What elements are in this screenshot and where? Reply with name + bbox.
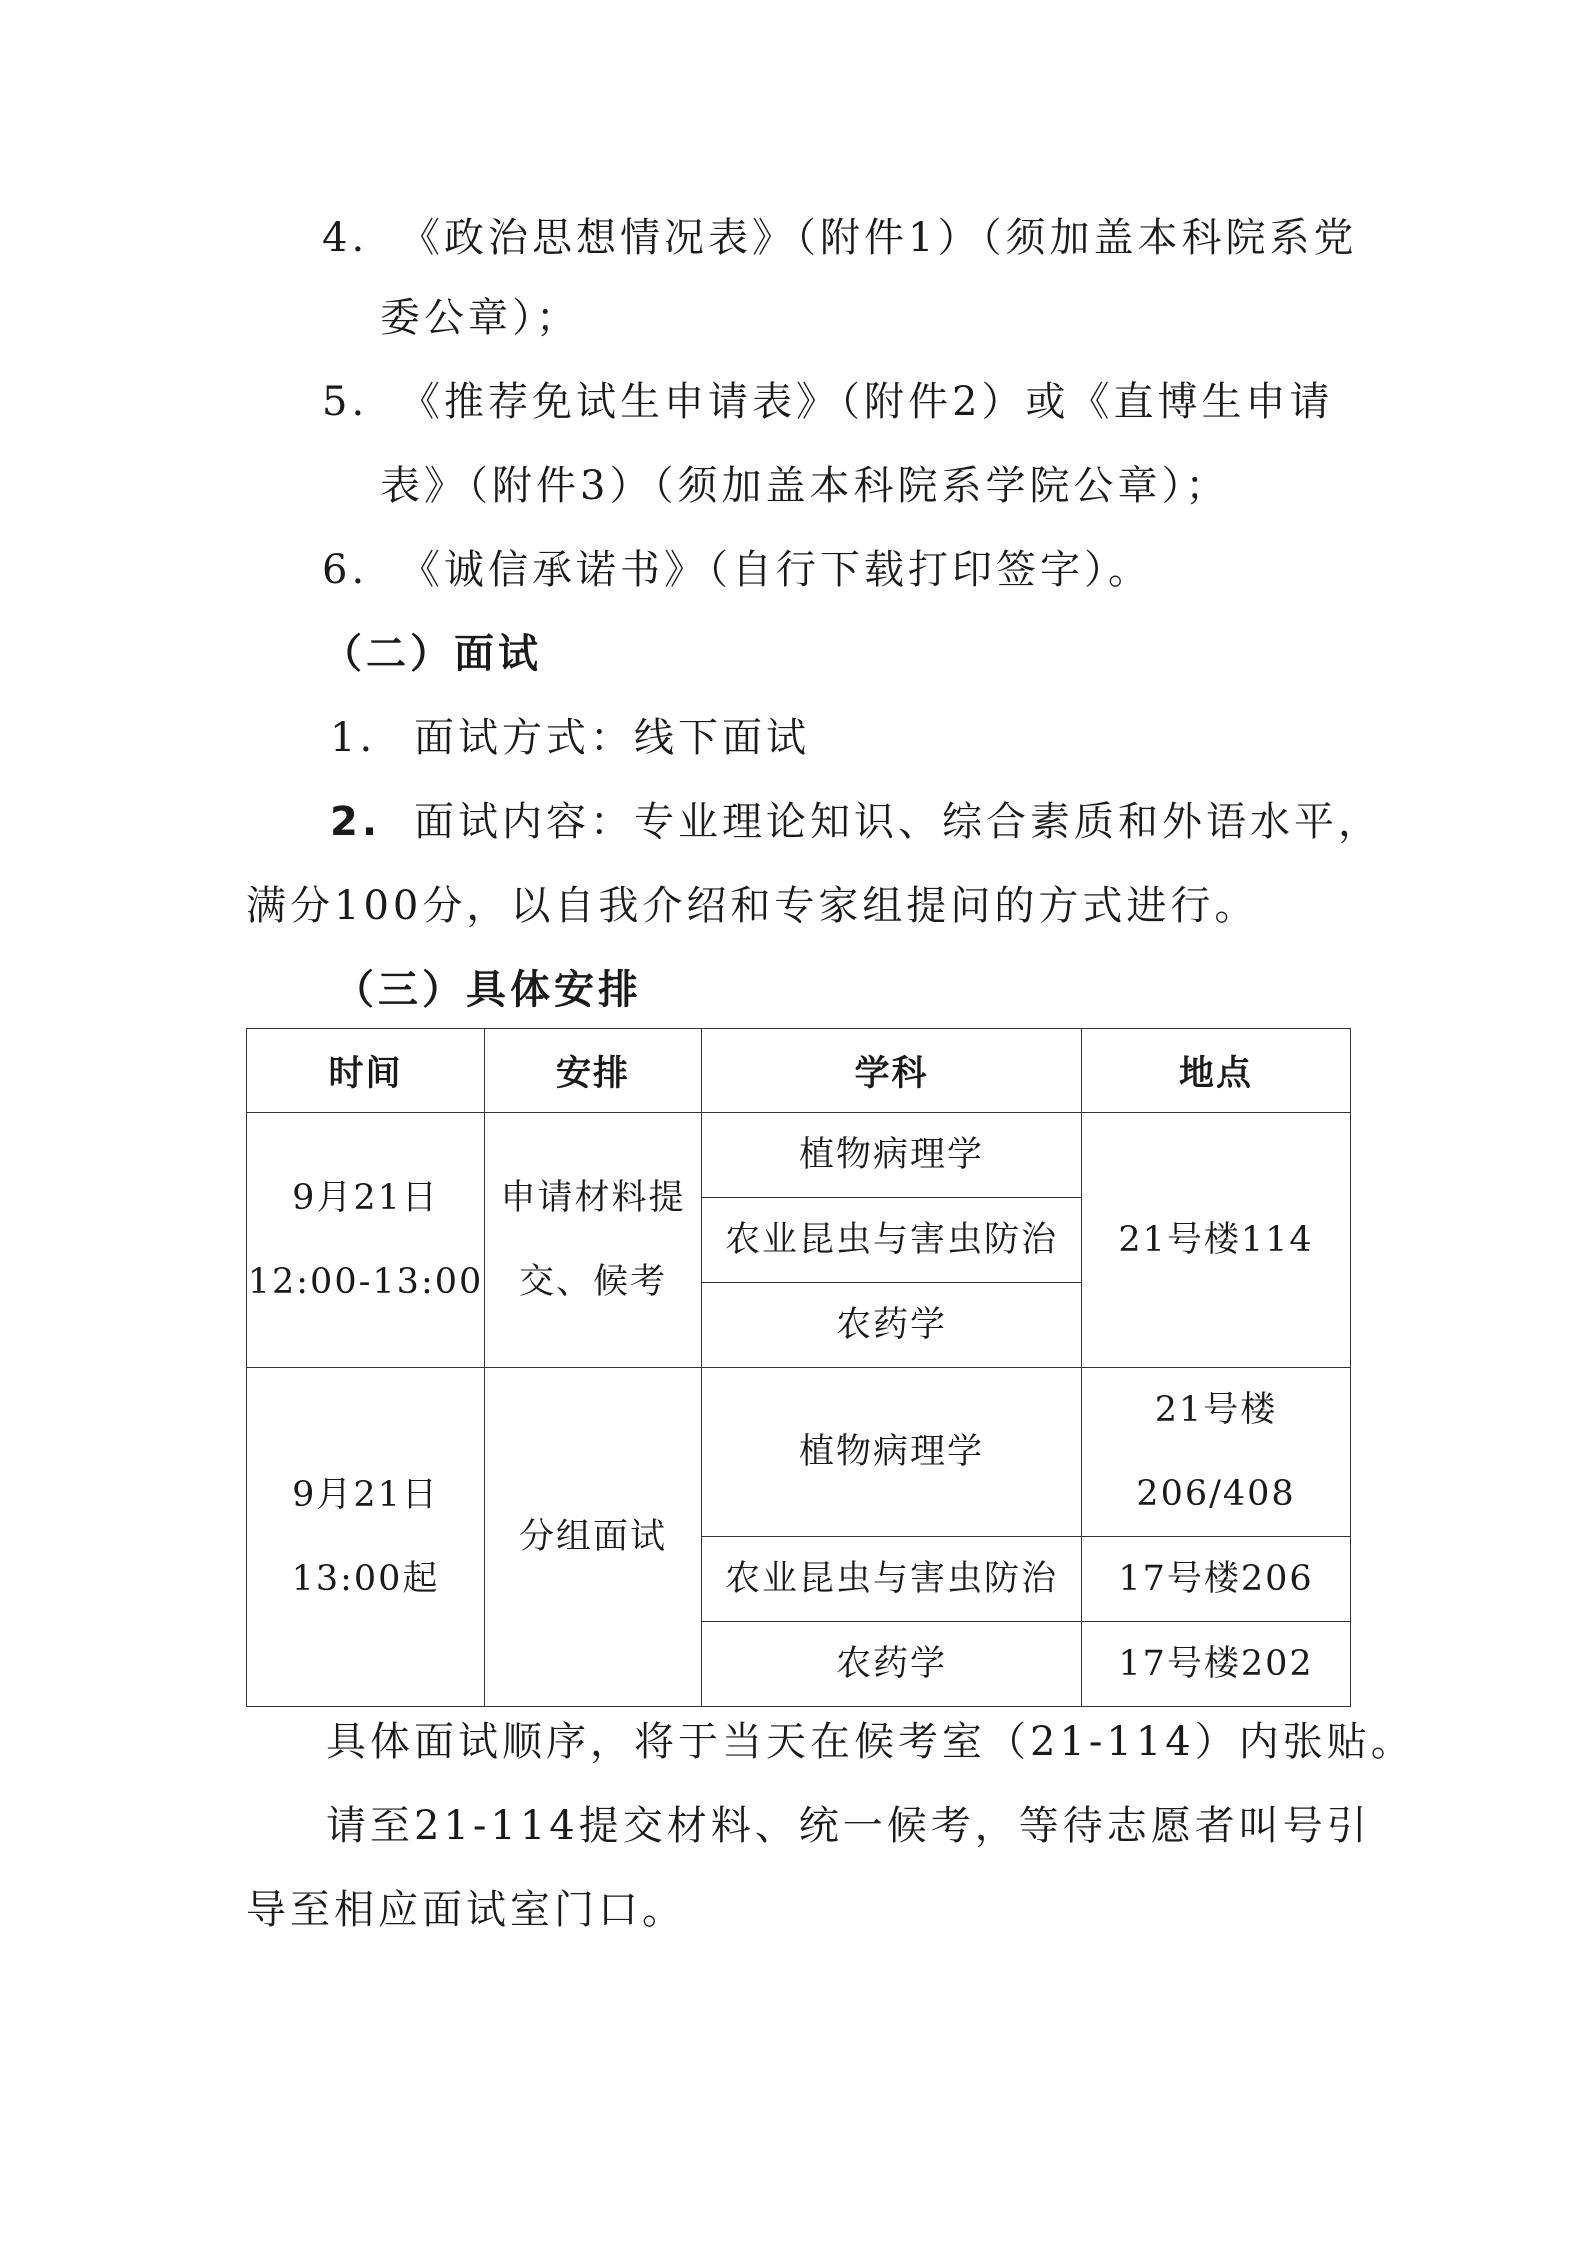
header-time: 时间	[247, 1029, 485, 1113]
header-location: 地点	[1082, 1029, 1351, 1113]
list-item-continuation: 表》（附件3）（须加盖本科院系学院公章）；	[380, 463, 1230, 509]
interview-content: 2. 面试内容：专业理论知识、综合素质和外语水平，	[330, 799, 1382, 845]
point-number: 2.	[330, 799, 382, 845]
item-text: 《推荐免试生申请表》（附件2）或《直博生申请	[400, 379, 1334, 425]
schedule-table	[246, 1028, 1351, 1707]
list-item-continuation: 委公章）；	[380, 295, 580, 341]
list-item	[322, 547, 1152, 593]
point-number: 1.	[330, 715, 377, 761]
time-cell: 9月21日 13:00起	[247, 1368, 485, 1707]
item-number: 4.	[322, 215, 369, 261]
item-text: 《诚信承诺书》（自行下载打印签字）。	[400, 547, 1152, 593]
header-subject: 学科	[702, 1029, 1082, 1113]
location-cell: 17号楼202	[1082, 1622, 1351, 1707]
arrange-cell: 申请材料提 交、候考	[485, 1113, 702, 1368]
interview-method: 1. 面试方式：线下面试	[330, 715, 810, 761]
note-paragraph: 请至21-114提交材料、统一候考，等待志愿者叫号引	[326, 1803, 1371, 1849]
location-cell: 21号楼114	[1082, 1113, 1351, 1368]
note-paragraph: 具体面试顺序，将于当天在候考室（21-114）内张贴。	[326, 1719, 1415, 1765]
item-text: 《政治思想情况表》（附件1）（须加盖本科院系党	[400, 215, 1358, 261]
item-number: 6.	[322, 547, 369, 593]
interview-content-continuation: 满分100分，以自我介绍和专家组提问的方式进行。	[246, 883, 1259, 929]
arrange-cell: 分组面试	[485, 1368, 702, 1707]
section-heading: （三）具体安排	[334, 967, 642, 1013]
subject-cell: 植物病理学	[702, 1113, 1082, 1198]
table-header-row	[247, 1029, 1351, 1113]
location-cell: 17号楼206	[1082, 1537, 1351, 1622]
location-cell: 21号楼 206/408	[1082, 1368, 1351, 1537]
section-heading: （二）面试	[322, 631, 542, 677]
subject-cell: 农药学	[702, 1283, 1082, 1368]
list-item	[322, 379, 1334, 425]
note-paragraph-continuation: 导至相应面试室门口。	[246, 1887, 686, 1933]
time-cell: 9月21日 12:00-13:00	[247, 1113, 485, 1368]
list-item	[322, 215, 1358, 261]
subject-cell: 农药学	[702, 1622, 1082, 1707]
item-number: 5.	[322, 379, 369, 425]
table-row	[247, 1113, 1351, 1198]
subject-cell: 农业昆虫与害虫防治	[702, 1198, 1082, 1283]
header-arrange: 安排	[485, 1029, 702, 1113]
subject-cell: 农业昆虫与害虫防治	[702, 1537, 1082, 1622]
table-row	[247, 1368, 1351, 1537]
subject-cell: 植物病理学	[702, 1368, 1082, 1537]
